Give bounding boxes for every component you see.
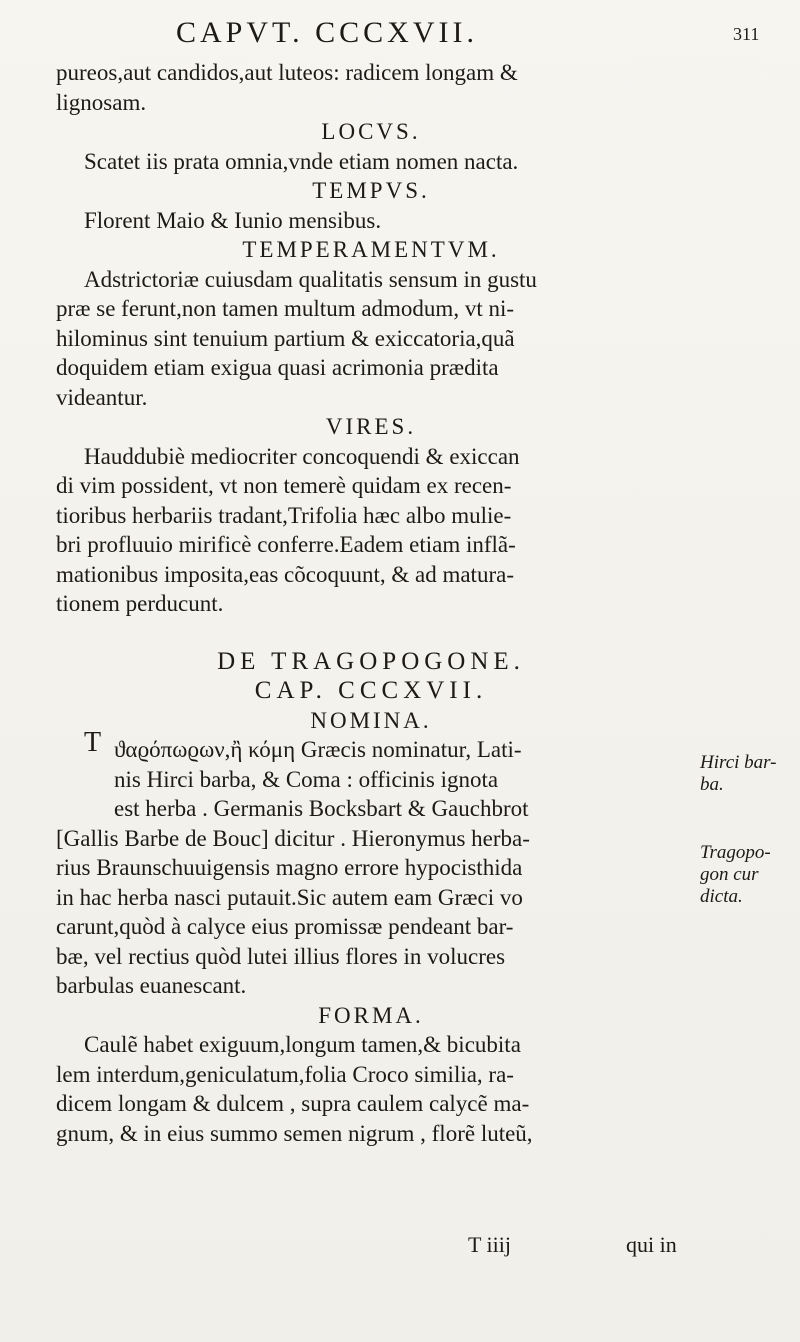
text-line: lignosam. (56, 89, 147, 115)
text-line: præ se ferunt,non tamen multum admodum, vt ni- (56, 296, 515, 321)
text-line: doquidem etiam exigua quasi acrimonia prædita (56, 355, 499, 380)
section-gap (56, 619, 686, 647)
section-heading-forma: FORMA. (318, 1002, 424, 1028)
text-line: Hauddubiè mediocriter concoquendi & exiccan (84, 443, 520, 469)
running-header (0, 14, 800, 54)
text-line: Caulẽ habet exiguum,longum tamen,& bicubita (84, 1032, 521, 1057)
chapter-title: CAPVT. CCCXVII. (176, 16, 478, 49)
text-line: gnum, & in eius summo semen nigrum , florẽ luteũ, (56, 1120, 533, 1146)
main-text (56, 58, 686, 1148)
text-line: tioribus herbariis tradant,Trifolia hæc albo mulie- (56, 502, 512, 528)
text-line: Florent Maio & Iunio mensibus. (84, 207, 382, 233)
text-line: in hac herba nasci putauit.Sic autem eam Græci vo (56, 884, 523, 910)
text-line: tionem perducunt. (56, 591, 224, 616)
text-line: nis Hirci barba, & Coma : officinis ignota (114, 766, 499, 792)
text-line: [Gallis Barbe de Bouc] dicitur . Hieronymus herba- (56, 825, 530, 851)
text-line: est herba . Germanis Bocksbart & Gauchbrot (114, 796, 529, 821)
section-heading-tempus: TEMPVS. (312, 178, 430, 203)
text-line: rius Braunschuuigensis magno errore hypocisthida (56, 855, 523, 880)
text-line: di vim possident, vt non temerè quidam ex recen- (56, 473, 512, 498)
text-line: mationibus imposita,eas cõcoquunt, & ad matura- (56, 561, 514, 587)
text-line: dicem longam & dulcem , supra caulem calycẽ ma- (56, 1091, 530, 1116)
chapter-number: CAP. CCCXVII. (254, 677, 488, 704)
text-line: ϑαϱόπωϱων,ἢ κόμη Græcis nominatur, Lati- (114, 737, 522, 762)
text-line: barbulas euanescant. (56, 973, 247, 998)
margin-note-line: dicta. (700, 886, 743, 907)
text-line: pureos,aut candidos,aut luteos: radicem longam & (56, 60, 518, 85)
catchword: qui in (626, 1232, 677, 1257)
text-line: Scatet iis prata omnia,vnde etiam nomen nacta. (84, 148, 519, 174)
section-heading-temperamentum: TEMPERAMENTVM. (242, 237, 500, 262)
text-line: bri profluuio mirificè conferre.Eadem etiam inflã- (56, 532, 516, 557)
text-line: carunt,quòd à calyce eius promissæ pendeant bar- (56, 914, 514, 939)
section-heading-nomina: NOMINA. (310, 707, 432, 733)
margin-note-tragopogon (700, 842, 771, 908)
text-line: lem interdum,geniculatum,folia Croco similia, ra- (56, 1061, 514, 1087)
margin-note-line: Hirci bar- (700, 752, 777, 773)
initial-letter: T (84, 727, 102, 758)
page-number: 311 (733, 24, 760, 44)
section-heading-vires: VIRES. (325, 414, 417, 439)
margin-note-line: Tragopo- (700, 842, 771, 863)
text-line: bæ, vel rectius quòd lutei illius flores in volucres (56, 943, 506, 969)
text-line: Adstrictoriæ cuiusdam qualitatis sensum in gustu (84, 266, 537, 292)
margin-note-line: gon cur (700, 864, 759, 885)
signature-mark: T iiij (468, 1232, 511, 1257)
text-line: videantur. (56, 384, 148, 410)
chapter-heading: DE TRAGOPOGONE. (217, 647, 525, 675)
text-line: hilominus sint tenuium partium & exiccatoria,quã (56, 325, 515, 351)
margin-note-hirci (700, 752, 777, 796)
margin-note-line: ba. (700, 774, 724, 795)
section-heading-locus: LOCVS. (321, 119, 421, 144)
